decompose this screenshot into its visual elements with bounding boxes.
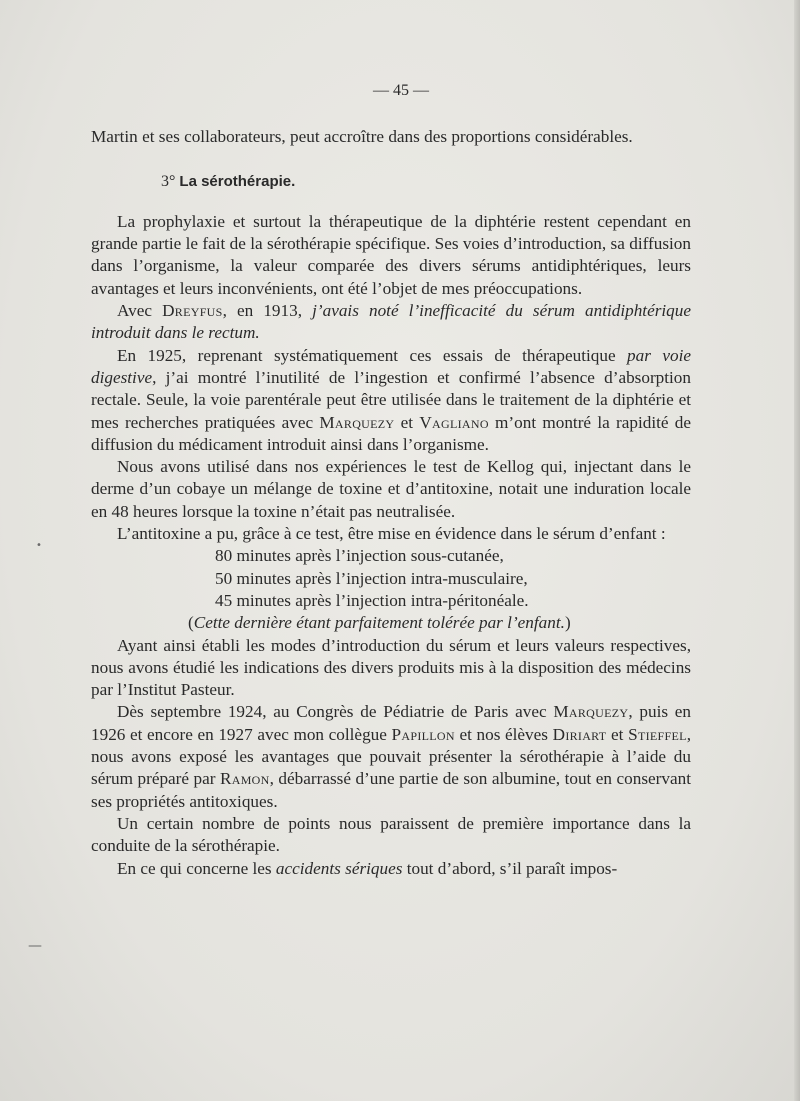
author-name: Vagliano: [419, 412, 489, 432]
italic-run: Cette dernière étant parfaitement tolérée par l’enfant.: [193, 613, 565, 633]
section-heading: [161, 171, 691, 193]
scan-speck: •: [36, 540, 42, 551]
paragraph-10: [91, 858, 691, 880]
section-number: 3°: [161, 172, 176, 190]
parenthetical-note: [188, 612, 691, 634]
text-run: , puis en 1926 et encore en 1927 avec mon collègue: [91, 702, 691, 744]
text-run: ): [564, 613, 571, 633]
text-run: , nous avons exposé les avantages que pouvait présenter la sérothérapie à l’aide du sérum préparé par: [91, 724, 692, 789]
text-run: Dès septembre 1924, au Congrès de Pédiatrie de Paris avec: [117, 702, 554, 722]
text-run: , en 1913,: [222, 301, 313, 321]
paragraph-6: L’antitoxine a pu, grâce à ce test, être mise en évidence dans le sérum d’enfant :: [117, 524, 666, 544]
paragraph-8: [91, 701, 691, 812]
text-run: et nos élèves: [454, 724, 553, 744]
italic-run: accidents sériques: [275, 858, 403, 878]
author-name: Diriart: [552, 724, 607, 744]
list-item: 50 minutes après l’injection intra-musculaire,: [215, 568, 528, 588]
paragraph-3: [91, 300, 691, 345]
author-name: Stieffel: [628, 724, 687, 744]
list-item: 45 minutes après l’injection intra-péritonéale.: [215, 590, 529, 610]
text-run: tout d’abord, s’il paraît impos-: [402, 858, 618, 878]
list-item: 80 minutes après l’injection sous-cutanée,: [215, 546, 504, 566]
italic-run: par voie digestive: [91, 345, 691, 387]
section-title: La sérothérapie.: [179, 172, 296, 190]
paragraph-7: Ayant ainsi établi les modes d’introduction du sérum et leurs valeurs respectives, nous avons étudié les indications des divers produits mis à la disposition des médecins par l’Institut Pasteur.: [91, 635, 691, 700]
paragraph-1: Martin et ses collaborateurs, peut accroître dans des proportions considérables.: [91, 127, 633, 147]
paragraph-5: Nous avons utilisé dans nos expériences le test de Kellog qui, injectant dans le derme d’un cobaye un mélange de toxine et d’antitoxine, notait une induration locale en 48 heures lorsque la toxine n’était pas neutralisée.: [91, 457, 691, 521]
author-name: Marquezy: [319, 412, 395, 432]
text-run: En 1925, reprenant systématiquement ces essais de thérapeutique: [117, 345, 628, 365]
page-edge: [794, 0, 800, 1101]
scan-dash: —: [28, 938, 42, 954]
text-run: , débarrassé d’une partie de son albumine, tout en conservant ses propriétés antitoxiques.: [91, 769, 691, 811]
page-content: [91, 80, 691, 880]
paragraph-9: Un certain nombre de points nous paraissent de première importance dans la conduite de la sérothérapie.: [91, 813, 691, 856]
author-name: Papillon: [391, 724, 455, 744]
italic-run: j’avais noté l’inefficacité du sérum antidiphtérique introduit dans le rectum.: [91, 301, 691, 343]
text-run: m’ont montré la rapidité de diffusion du médicament introduit ainsi dans l’organisme.: [91, 412, 691, 454]
text-run: , j’ai montré l’inutilité de l’ingestion et confirmé l’absence d’absorption rectale. Seule, la voie parentérale peut être utilisée dans le traitement de la diphtérie et mes recherches pratiquées avec: [91, 367, 691, 432]
timing-list: [215, 545, 691, 612]
text-run: et: [606, 724, 629, 744]
text-run: Avec: [117, 301, 163, 321]
text-run: (: [188, 613, 194, 633]
page-number: — 45 —: [373, 82, 429, 99]
author-name: Marquezy: [553, 702, 629, 722]
author-name: Dreyfus: [162, 301, 223, 321]
text-run: En ce qui concerne les: [117, 858, 276, 878]
paragraph-4: [91, 345, 691, 456]
text-run: et: [394, 412, 420, 432]
paragraph-2: La prophylaxie et surtout la thérapeutique de la diphtérie restent cependant en grande partie le fait de la sérothérapie spécifique. Ses voies d’introduction, sa diffusion dans l’organisme, la valeur comparée des divers sérums antidiphtériques, leurs avantages et leurs inconvénients, ont été l’objet de mes préoccupations.: [91, 211, 691, 298]
author-name: Ramon: [219, 769, 270, 789]
